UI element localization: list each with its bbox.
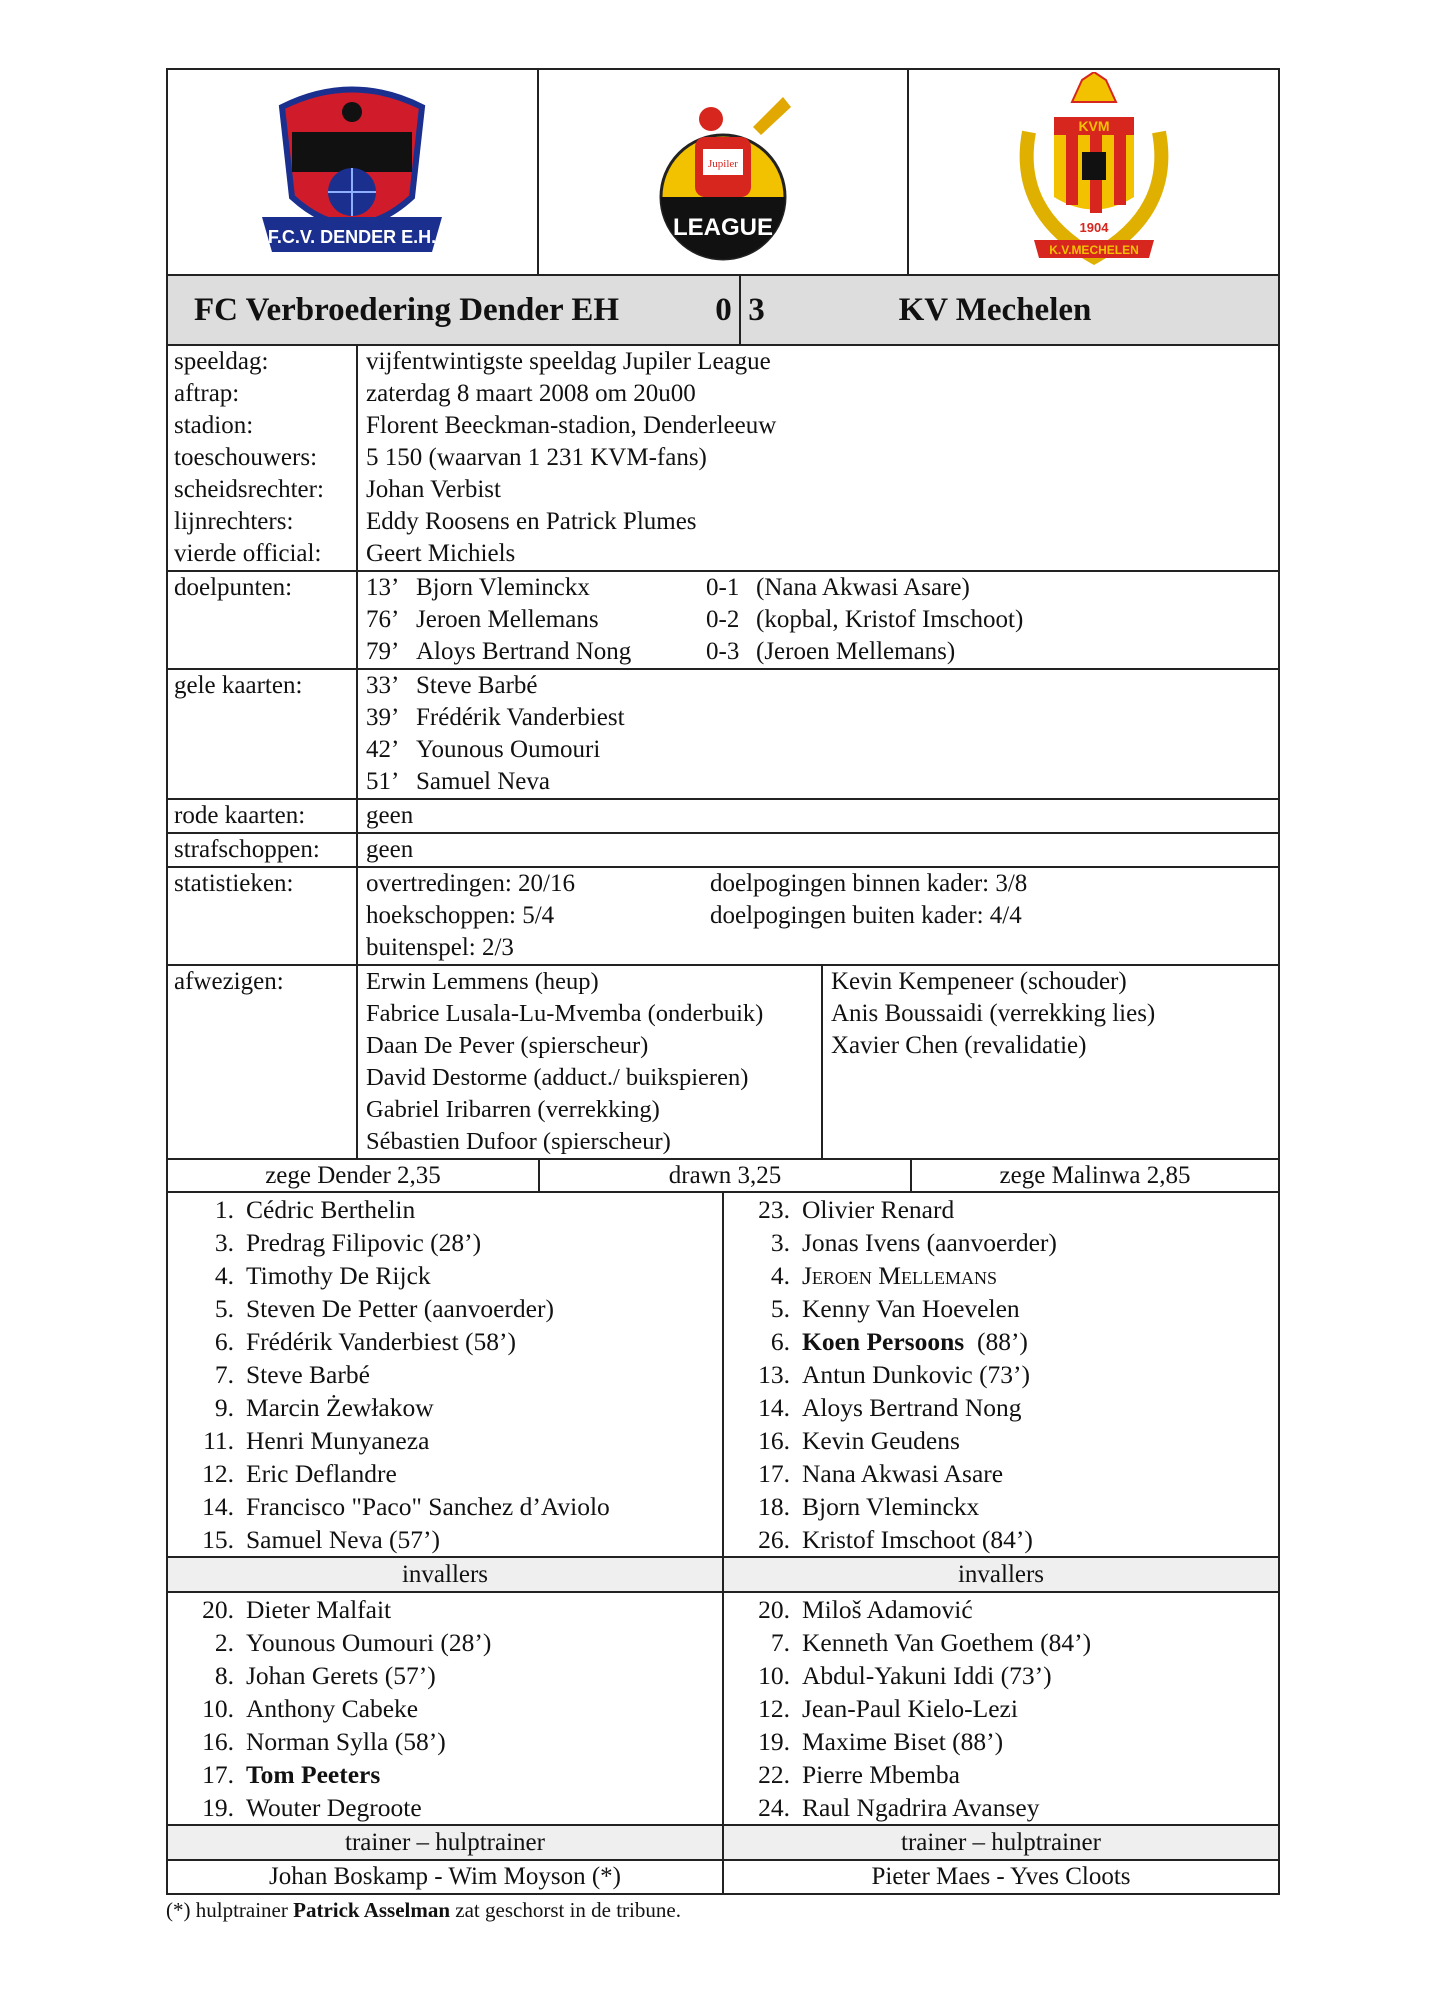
- match-report-sheet: [166, 68, 1280, 1895]
- kv-mechelen-crest-logo: [1004, 72, 1184, 272]
- yellow-cards-label: gele kaarten:: [174, 672, 303, 699]
- home-score: 0: [715, 291, 732, 328]
- absentee-home: Fabrice Lusala-Lu-Mvemba (onderbuik): [366, 1000, 764, 1027]
- player-row: 3. Jonas Ivens (aanvoerder): [770, 1228, 1057, 1257]
- home-logo-cell: [168, 70, 537, 274]
- jupiler-league-logo: [633, 77, 813, 267]
- home-lineup: [168, 1193, 722, 1556]
- info-value: Johan Verbist: [366, 476, 501, 503]
- info-label: stadion:: [174, 412, 254, 439]
- sub-row: 7. Kenneth Van Goethem (84’): [770, 1628, 1092, 1657]
- absentees-block: [168, 966, 1278, 1160]
- footnote: (*) hulptrainer Patrick Asselman zat geschorst in de tribune.: [166, 1898, 681, 1922]
- info-label: toeschouwers:: [174, 444, 318, 471]
- player-row: 14. Francisco "Paco" Sanchez d’Aviolo: [202, 1492, 610, 1521]
- yellow-card-entry: 51’ Samuel Neva: [366, 768, 550, 795]
- stats-block: [168, 868, 1278, 966]
- player-row: 5. Kenny Van Hoevelen: [770, 1294, 1020, 1323]
- sub-row: 19. Maxime Biset (88’): [758, 1727, 1004, 1756]
- stats-label: statistieken:: [174, 870, 294, 897]
- away-lineup: [722, 1193, 1278, 1556]
- player-row: 13. Antun Dunkovic (73’): [758, 1360, 1031, 1389]
- sub-row: 20. Dieter Malfait: [202, 1595, 392, 1624]
- red-cards-value: geen: [366, 802, 414, 829]
- player-row: 6. Koen Persoons (88’): [770, 1327, 1028, 1356]
- absentee-away: Xavier Chen (revalidatie): [831, 1032, 1087, 1059]
- trainer-header-row: [168, 1826, 1278, 1861]
- stat-corners: hoekschoppen: 5/4: [366, 902, 555, 929]
- info-label: aftrap:: [174, 380, 240, 407]
- absentee-home: Daan De Pever (spierscheur): [366, 1032, 649, 1059]
- absentee-away: Anis Boussaidi (verrekking lies): [831, 1000, 1156, 1027]
- subs-block: [168, 1593, 1278, 1826]
- match-title-row: [168, 276, 1278, 346]
- absentee-home: Gabriel Iribarren (verrekking): [366, 1096, 660, 1123]
- player-row: 17. Nana Akwasi Asare: [758, 1459, 1004, 1488]
- home-team-name: FC Verbroedering Dender EH: [194, 291, 620, 328]
- player-row: 3. Predrag Filipovic (28’): [214, 1228, 482, 1257]
- goal-entry: 76’ Jeroen Mellemans 0-2 (kopbal, Kristof Imschoot): [366, 606, 1024, 633]
- odds-home: zege Dender 2,35: [168, 1160, 540, 1191]
- odds-draw: drawn 3,25: [540, 1160, 912, 1191]
- logo-row: [168, 70, 1278, 276]
- trainer-away: Pieter Maes - Yves Cloots: [722, 1861, 1278, 1893]
- away-subs: [722, 1593, 1278, 1824]
- goals-block: [168, 572, 1278, 670]
- stat-offside: buitenspel: 2/3: [366, 934, 514, 961]
- yellow-cards-block: [168, 670, 1278, 800]
- player-row: 5. Steven De Petter (aanvoerder): [214, 1294, 554, 1323]
- kvm-logo-text: K.V.MECHELEN: [1048, 243, 1139, 257]
- kvm-year: 1904: [1079, 220, 1109, 235]
- away-team-name: KV Mechelen: [898, 291, 1092, 328]
- sub-row: 20. Miloš Adamović: [758, 1595, 973, 1624]
- player-row: 15. Samuel Neva (57’): [202, 1525, 441, 1554]
- stat-off-target: doelpogingen buiten kader: 4/4: [710, 902, 1022, 929]
- absentee-home: David Destorme (adduct./ buikspieren): [366, 1064, 749, 1091]
- yellow-card-entry: 39’ Frédérik Vanderbiest: [366, 704, 625, 731]
- sub-row: 10. Anthony Cabeke: [202, 1694, 419, 1723]
- sub-row: 22. Pierre Mbemba: [758, 1760, 960, 1789]
- away-score: 3: [739, 276, 772, 344]
- league-logo-cell: [537, 70, 908, 274]
- player-row: 12. Eric Deflandre: [202, 1459, 397, 1488]
- player-row: 4. Jeroen Mellemans: [770, 1261, 997, 1290]
- odds-away: zege Malinwa 2,85: [999, 1162, 1191, 1189]
- red-cards-row: [168, 800, 1278, 834]
- info-value: Florent Beeckman-stadion, Denderleeuw: [366, 412, 777, 439]
- goal-entry: 13’ Bjorn Vleminckx 0-1 (Nana Akwasi Asare): [366, 574, 970, 601]
- dender-crest-logo: [252, 77, 452, 267]
- info-label: scheidsrechter:: [174, 476, 324, 503]
- sub-row: 16. Norman Sylla (58’): [202, 1727, 446, 1756]
- info-label: vierde official:: [174, 540, 322, 567]
- penalties-row: [168, 834, 1278, 868]
- player-row: 23. Olivier Renard: [758, 1195, 955, 1224]
- jupiler-brand-text: Jupiler: [708, 158, 738, 170]
- absentee-away: Kevin Kempeneer (schouder): [831, 968, 1127, 995]
- sub-row: 24. Raul Ngadrira Avansey: [758, 1793, 1040, 1822]
- stat-on-target: doelpogingen binnen kader: 3/8: [710, 870, 1028, 897]
- info-block: [168, 346, 1278, 572]
- dender-logo-text: F.C.V. DENDER E.H.: [268, 227, 437, 247]
- info-value: zaterdag 8 maart 2008 om 20u00: [366, 380, 696, 407]
- sub-row: 10. Abdul-Yakuni Iddi (73’): [758, 1661, 1052, 1690]
- yellow-card-entry: 42’ Younous Oumouri: [366, 736, 601, 763]
- player-row: 7. Steve Barbé: [214, 1360, 370, 1389]
- sub-row: 2. Younous Oumouri (28’): [214, 1628, 492, 1657]
- absentee-home: Erwin Lemmens (heup): [366, 968, 599, 995]
- red-cards-label: rode kaarten:: [174, 802, 306, 829]
- goal-entry: 79’ Aloys Bertrand Nong 0-3 (Jeroen Mellemans): [366, 638, 956, 665]
- player-row: 4. Timothy De Rijck: [214, 1261, 431, 1290]
- away-logo-cell: [907, 70, 1278, 274]
- goals-label: doelpunten:: [174, 574, 293, 601]
- absentees-label: afwezigen:: [174, 968, 284, 995]
- info-label: lijnrechters:: [174, 508, 294, 535]
- player-row: 1. Cédric Berthelin: [214, 1195, 416, 1224]
- subs-header-away: invallers: [722, 1558, 1278, 1591]
- info-value: 5 150 (waarvan 1 231 KVM-fans): [366, 444, 707, 471]
- sub-row: 19. Wouter Degroote: [202, 1793, 422, 1822]
- trainer-home: Johan Boskamp - Wim Moyson (*): [269, 1863, 621, 1890]
- absentee-home: Sébastien Dufoor (spierscheur): [366, 1128, 671, 1155]
- league-logo-text: LEAGUE: [672, 214, 774, 241]
- subs-header-home: invallers: [168, 1558, 722, 1591]
- player-row: 9. Marcin Żewłakow: [214, 1393, 434, 1422]
- sub-row: 8. Johan Gerets (57’): [214, 1661, 436, 1690]
- info-value: Geert Michiels: [366, 540, 516, 567]
- penalties-label: strafschoppen:: [174, 836, 320, 863]
- kvm-letters: KVM: [1078, 118, 1110, 134]
- stat-fouls: overtredingen: 20/16: [366, 870, 575, 897]
- trainer-header-home: trainer – hulptrainer: [168, 1826, 722, 1859]
- info-label: speeldag:: [174, 348, 269, 375]
- player-row: 14. Aloys Bertrand Nong: [758, 1393, 1022, 1422]
- trainer-header-away: trainer – hulptrainer: [722, 1826, 1278, 1859]
- trainers-row: [168, 1861, 1278, 1895]
- penalties-value: geen: [366, 836, 414, 863]
- lineups-block: [168, 1193, 1278, 1558]
- sub-row: 12. Jean-Paul Kielo-Lezi: [758, 1694, 1018, 1723]
- player-row: 16. Kevin Geudens: [758, 1426, 960, 1455]
- home-subs: [168, 1593, 722, 1824]
- sub-row: 17. Tom Peeters: [202, 1760, 381, 1789]
- player-row: 26. Kristof Imschoot (84’): [758, 1525, 1033, 1554]
- player-row: 18. Bjorn Vleminckx: [758, 1492, 980, 1521]
- yellow-card-entry: 33’ Steve Barbé: [366, 672, 538, 699]
- info-value: vijfentwintigste speeldag Jupiler League: [366, 348, 771, 375]
- info-value: Eddy Roosens en Patrick Plumes: [366, 508, 697, 535]
- player-row: 11. Henri Munyaneza: [203, 1426, 430, 1455]
- player-row: 6. Frédérik Vanderbiest (58’): [214, 1327, 517, 1356]
- odds-row: [168, 1160, 1278, 1193]
- subs-header-row: [168, 1558, 1278, 1593]
